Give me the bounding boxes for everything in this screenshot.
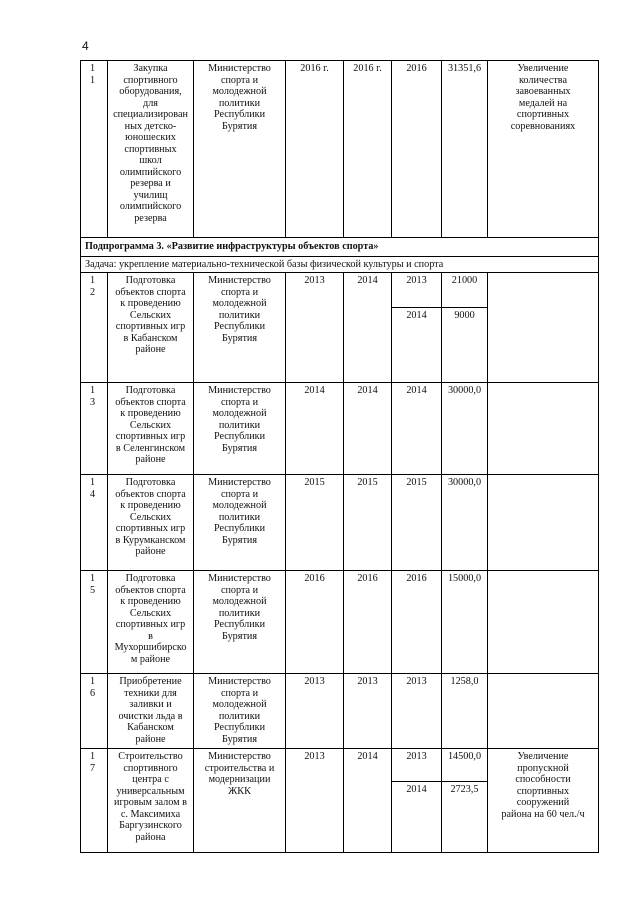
funding-year: 2013 — [392, 749, 441, 782]
row-number: 1 6 — [81, 674, 108, 749]
start-year: 2016 г. — [286, 61, 344, 238]
funding-amount: 31351,6 — [442, 61, 488, 238]
funding-years — [392, 273, 442, 383]
executor: Министерство спорта и молодежной политики Республики Бурятия — [194, 475, 286, 571]
start-year: 2013 — [286, 273, 344, 383]
funding-amount: 30000,0 — [442, 383, 488, 475]
expected-result — [488, 674, 599, 749]
start-year: 2016 — [286, 571, 344, 674]
row-number: 1 7 — [81, 749, 108, 853]
funding-year: 2016 — [392, 571, 442, 674]
end-year: 2016 г. — [344, 61, 392, 238]
funding-year: 2014 — [392, 383, 442, 475]
funding-amounts — [442, 273, 488, 383]
row-number: 1 3 — [81, 383, 108, 475]
activity-name: Подготовка объектов спорта к проведению Сельских спортивных игр в Курумканском районе — [108, 475, 194, 571]
table-row — [81, 383, 599, 475]
funding-amount: 21000 — [442, 273, 487, 308]
table-row — [81, 674, 599, 749]
row-number: 1 4 — [81, 475, 108, 571]
expected-result — [488, 383, 599, 475]
activity-name: Строительство спортивного центра с универсальным игровым залом в с. Максимиха Баргузинского района — [108, 749, 194, 853]
row-number: 1 2 — [81, 273, 108, 383]
end-year: 2014 — [344, 749, 392, 853]
start-year: 2015 — [286, 475, 344, 571]
funding-year: 2014 — [406, 784, 427, 795]
funding-amounts — [442, 749, 488, 853]
table-row — [81, 749, 599, 853]
subprogram-title-text: Подпрограмма 3. «Развитие инфраструктуры объектов спорта» — [85, 241, 379, 252]
funding-amount: 1258,0 — [442, 674, 488, 749]
expected-result — [488, 475, 599, 571]
executor: Министерство спорта и молодежной политики Республики Бурятия — [194, 273, 286, 383]
start-year: 2013 — [286, 674, 344, 749]
table-row — [81, 475, 599, 571]
funding-year: 2013 — [392, 273, 441, 308]
table-row — [81, 61, 599, 238]
executor: Министерство строительства и модернизации ЖКК — [194, 749, 286, 853]
task-text: Задача: укрепление материально-технической базы физической культуры и спорта — [81, 256, 599, 273]
page-number: 4 — [82, 39, 89, 53]
funding-amount: 15000,0 — [442, 571, 488, 674]
executor: Министерство спорта и молодежной политики Республики Бурятия — [194, 674, 286, 749]
subprogram-title — [81, 238, 599, 257]
activity-name: Подготовка объектов спорта к проведению Сельских спортивных игр в Кабанском районе — [108, 273, 194, 383]
activity-name: Подготовка объектов спорта к проведению Сельских спортивных игр в Мухоршибирско м районе — [108, 571, 194, 674]
funding-year: 2014 — [406, 310, 427, 321]
executor: Министерство спорта и молодежной политики Республики Бурятия — [194, 61, 286, 238]
funding-amount: 30000,0 — [442, 475, 488, 571]
row-number: 1 5 — [81, 571, 108, 674]
start-year: 2014 — [286, 383, 344, 475]
activity-name: Подготовка объектов спорта к проведению Сельских спортивных игр в Селенгинском районе — [108, 383, 194, 475]
expected-result — [488, 571, 599, 674]
expected-result — [488, 273, 599, 383]
end-year: 2016 — [344, 571, 392, 674]
activity-name: Закупка спортивного оборудования, для специализирован ных детско- юношеских спортивных школ олимпийского резерва и училищ олимпийского резерва — [108, 61, 194, 238]
table-row — [81, 273, 599, 383]
end-year: 2015 — [344, 475, 392, 571]
subprogram-row — [81, 238, 599, 257]
funding-amount: 14500,0 — [442, 749, 487, 782]
funding-amount: 9000 — [454, 310, 475, 321]
start-year: 2013 — [286, 749, 344, 853]
program-table — [80, 60, 599, 853]
expected-result: Увеличение количества завоеванных медалей на спортивных соревнованиях — [488, 61, 599, 238]
funding-year: 2015 — [392, 475, 442, 571]
funding-year: 2013 — [392, 674, 442, 749]
task-row — [81, 256, 599, 273]
executor: Министерство спорта и молодежной политики Республики Бурятия — [194, 571, 286, 674]
funding-amount: 2723,5 — [450, 784, 479, 795]
end-year: 2014 — [344, 383, 392, 475]
funding-years — [392, 749, 442, 853]
expected-result: Увеличение пропускной способности спортивных сооружений района на 60 чел./ч — [488, 749, 599, 853]
table-row — [81, 571, 599, 674]
row-number: 1 1 — [81, 61, 108, 238]
funding-year: 2016 — [392, 61, 442, 238]
end-year: 2014 — [344, 273, 392, 383]
end-year: 2013 — [344, 674, 392, 749]
executor: Министерство спорта и молодежной политики Республики Бурятия — [194, 383, 286, 475]
activity-name: Приобретение техники для заливки и очистки льда в Кабанском районе — [108, 674, 194, 749]
